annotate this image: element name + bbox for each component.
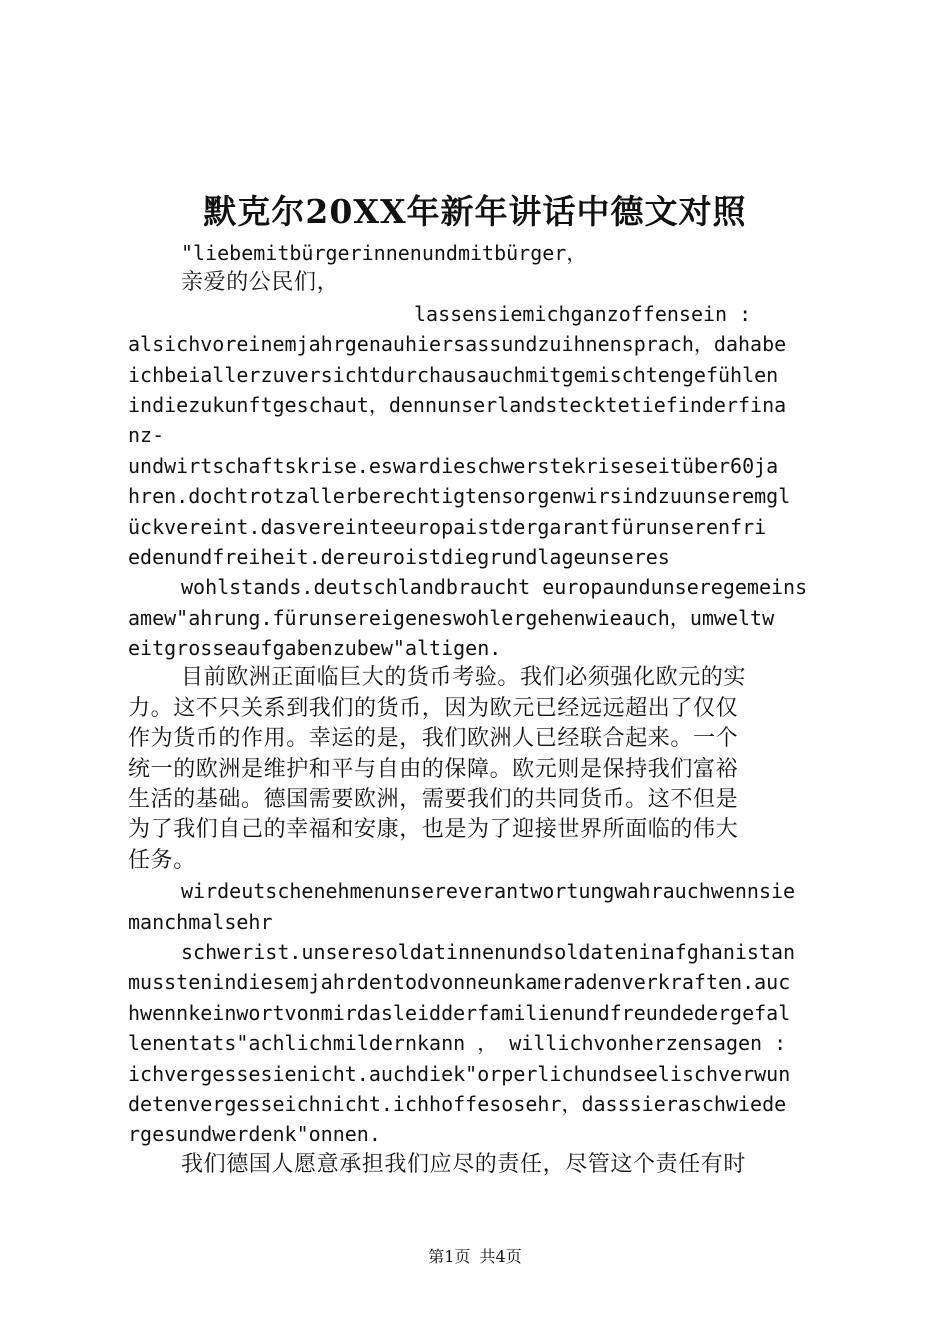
body-line: lenentats"achlichmildernkann ， willichvonherzensagen : [128,1031,787,1056]
body-line: detenvergesseichnicht.ichhoffesosehr，dasssieraschwiede [128,1091,787,1116]
document-title: 默克尔20XX年新年讲话中德文对照 [203,192,747,231]
body-line: ückvereint.dasvereinteeuropaistdergarantfürunserenfri [128,514,767,539]
body-line: manchmalsehr [128,909,273,934]
page-number: 第1页 [428,1247,471,1266]
body-line: schwerist.unseresoldatinnenundsoldateninafghanistan [181,939,796,964]
body-line: ichbeiallerzuversichtdurchausauchmitgemischtengefühlen [128,362,779,387]
body-line: edenundfreiheit.dereuroistdiegrundlageunseres [128,544,670,569]
body-line: 目前欧洲正面临巨大的货币考验。我们必须强化欧元的实 [181,665,747,691]
body-line: wirdeutschenehmenunsereverantwortungwahrauchwennsie [181,879,796,904]
body-line: 亲爱的公民们， [181,270,340,296]
body-line: rgesundwerdenk"onnen. [128,1122,381,1147]
body-line: lassensiemichganzoffensein : [414,301,752,326]
body-line: ichvergessesienicht.auchdiek"orperlichundseelischverwun [128,1061,791,1086]
body-line: 我们德国人愿意承担我们应尽的责任，尽管这个责任有时 [181,1151,747,1177]
body-line: 生活的基础。德国需要欧洲，需要我们的共同货币。这不但是 [128,787,739,813]
body-line: indiezukunftgeschaut，dennunserlandstecktetiefinderfina [128,392,787,417]
body-line: eitgrosseaufgabenzubew"altigen. [128,636,502,661]
body-line: musstenindiesemjahrdentodvonneunkameradenverkraften.auc [128,970,791,995]
body-line: hwennkeinwortvonmirdasleidderfamilienundfreundedergefal [128,1000,791,1025]
document-body [128,238,832,1180]
body-line: hren.dochtrotzallerberechtigtensorgenwirsindzuunseremgl [128,484,791,509]
body-line: 为了我们自己的幸福和安康，也是为了迎接世界所面临的伟大 [128,817,739,843]
body-line: "liebemitbürgerinnenundmitbürger， [181,241,587,265]
body-line: 作为货币的作用。幸运的是，我们欧洲人已经联合起来。一个 [128,726,739,752]
page-total: 共4页 [479,1247,522,1266]
page-footer [0,1244,950,1267]
body-line: wohlstands.deutschlandbraucht europaundunseregemeins [181,575,808,600]
body-line: nz- [128,423,165,448]
body-line: 任务。 [128,847,196,873]
body-line: undwirtschaftskrise.eswardieschwerstekriseseitüber60ja [128,453,779,478]
body-line: 力。这不只关系到我们的货币，因为欧元已经远远超出了仅仅 [128,695,739,721]
body-line: 统一的欧洲是维护和平与自由的保障。欧元则是保持我们富裕 [128,756,739,782]
body-line: alsichvoreinemjahrgenauhiersassundzuihnensprach，dahabe [128,332,787,357]
body-line: amew"ahrung.fürunsereigeneswohlergehenwieauch，umweltw [128,605,775,630]
